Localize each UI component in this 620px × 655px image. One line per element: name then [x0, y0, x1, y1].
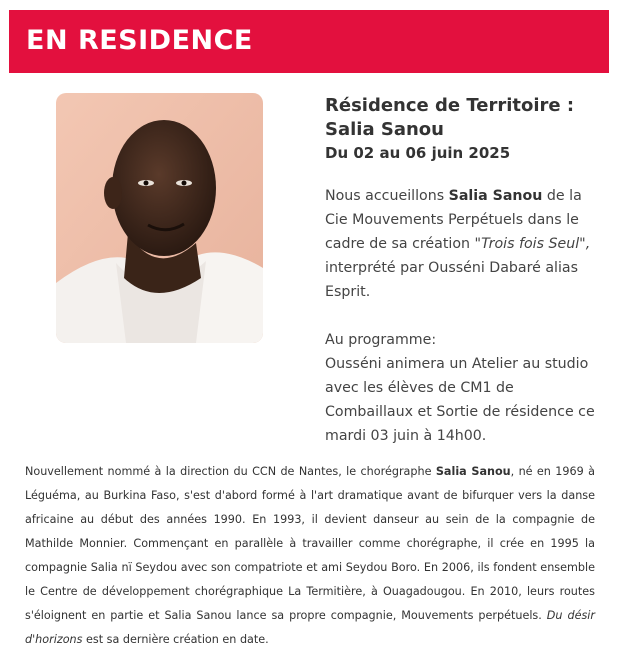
artist-portrait-photo [56, 93, 263, 343]
bio-work-title: Du désir d'horizons [25, 609, 595, 646]
bio-post: est sa dernière création en date. [86, 633, 269, 646]
section-banner [9, 10, 609, 73]
intro-pre: Nous accueillons [325, 188, 445, 204]
intro-mid: de la Cie Mouvements Perpétuels dans le cadre de sa création [325, 188, 582, 252]
intro-artist-name: Salia Sanou [448, 188, 543, 204]
event-title-line2: Salia Sanou [325, 119, 444, 140]
intro-post: interprété par Ousséni Dabaré alias Esprit. [325, 260, 579, 300]
bio-pre: Nouvellement nommé à la direction du CCN de Nantes, le chorégraphe [25, 465, 432, 478]
bio-artist-name: Salia Sanou [435, 465, 511, 478]
event-title-line1: Résidence de Territoire : [325, 95, 575, 116]
event-dates: Du 02 au 06 juin 2025 [325, 144, 511, 162]
event-intro [325, 184, 605, 304]
event-details [325, 94, 605, 448]
event-program [325, 328, 605, 448]
portrait-photo-icon [56, 93, 263, 343]
artist-biography [25, 460, 595, 652]
event-title [325, 94, 605, 142]
program-heading: Au programme: [325, 332, 437, 348]
bio-mid: , né en 1969 à Léguéma, au Burkina Faso, s'est d'abord formé à l'art dramatique avant de bifurquer vers la danse africaine au début des années 1990. En 1993, il devient danseur au sein de la compagnie de Mathilde Monnier. Commençant en parallèle à travailler comme chorégraphe, il crée en 1995 la compagnie Salia nï Seydou avec son compatriote et ami Seydou Boro. En 2006, ils fondent ensemble le Centre de développement chorégraphique La Termitière, à Ouagadougou. En 2010, leurs routes s'éloignent en partie et Salia Sanou lance sa propre compagnie, Mouvements perpétuels. [25, 465, 595, 622]
program-text: Ousséni animera un Atelier au studio avec les élèves de CM1 de Combaillaux et Sortie de résidence ce mardi 03 juin à 14h00. [325, 356, 595, 444]
intro-work-title: "Trois fois Seul", [474, 236, 591, 252]
section-title: EN RESIDENCE [26, 25, 253, 56]
